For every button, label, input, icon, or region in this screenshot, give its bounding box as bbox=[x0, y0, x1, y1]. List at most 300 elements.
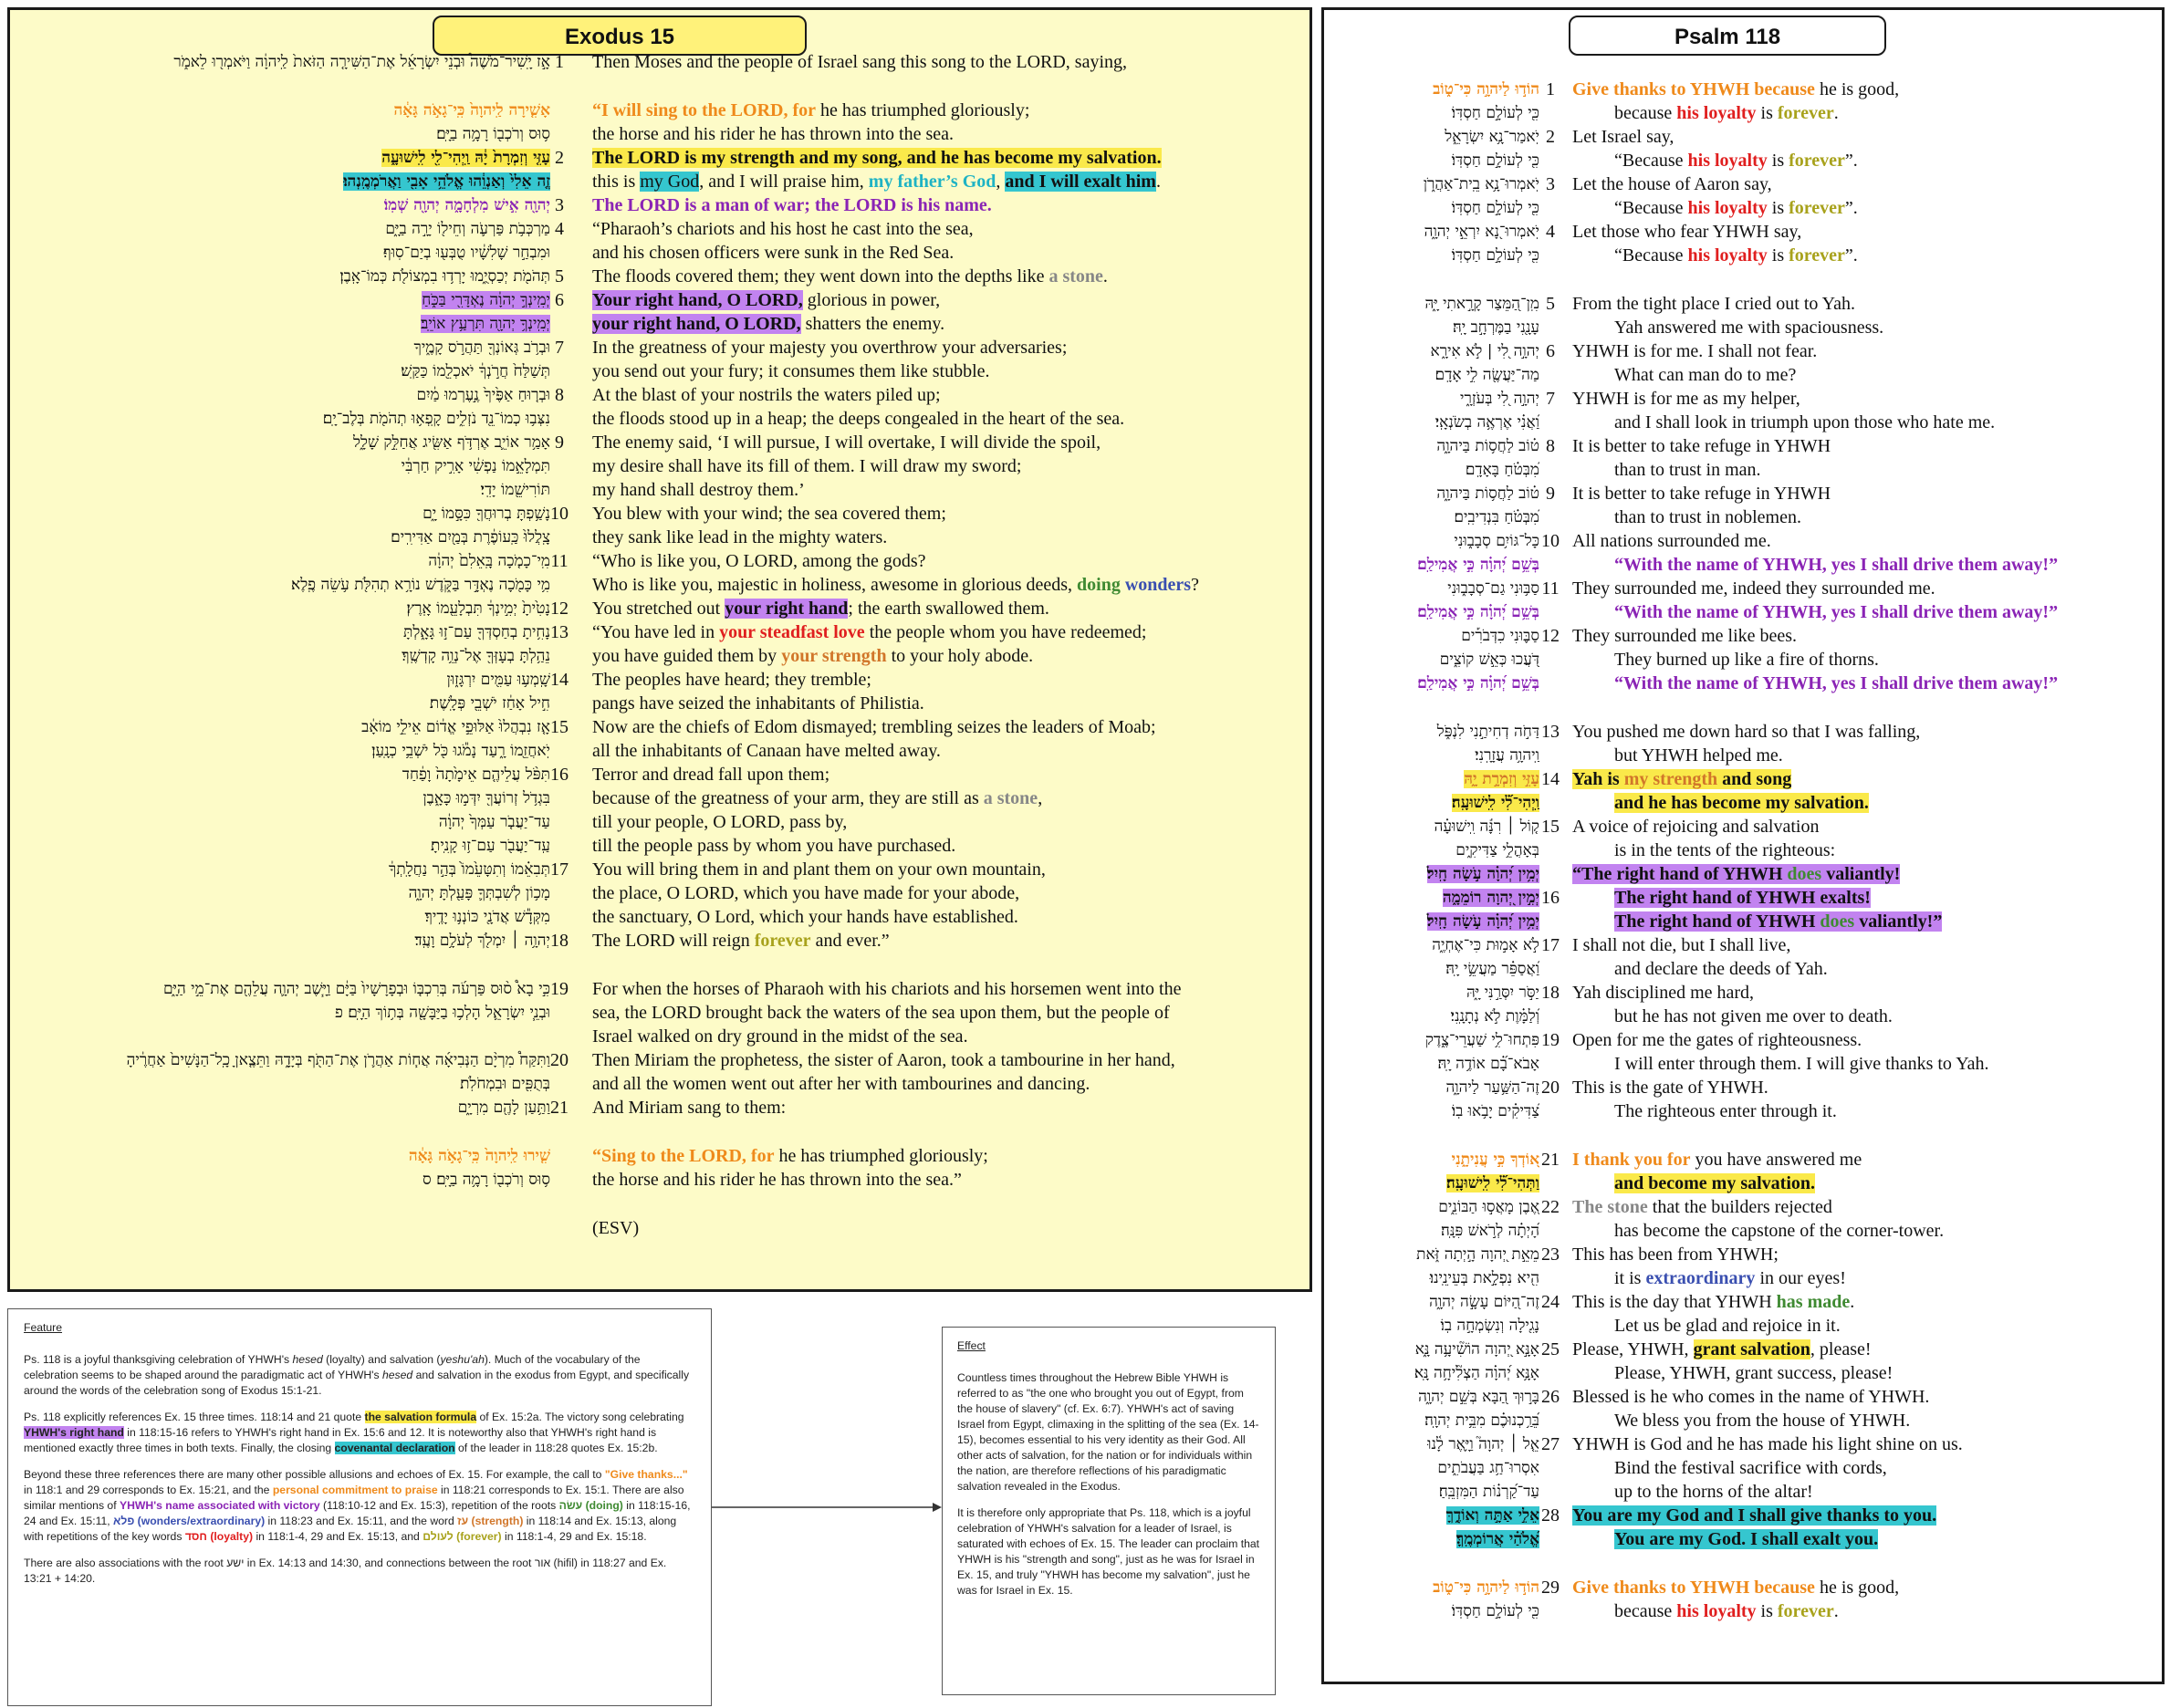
psalm-hebrew-text: יְמִ֥ין יְ֝הוָ֗ה עֹ֣שָׂה חָֽיִל׃ bbox=[1426, 865, 1539, 883]
effect-paragraph bbox=[957, 1370, 1260, 1494]
exodus-hebrew-text: תְּבִאֵ֗מוֹ וְתִטָּעֵ֙מוֹ֙ בְּהַ֣ר נַחֲלָֽתְךָ֔ bbox=[388, 860, 550, 879]
psalm-english-segment: is bbox=[1767, 151, 1789, 171]
exodus-english-text bbox=[592, 834, 955, 858]
psalm-hebrew-text: זֶה־הַ֭יּוֹם עָשָׂ֣ה יְהוָ֑ה bbox=[1429, 1293, 1539, 1311]
exodus-hebrew-text: יְמִֽינְךָ֣ יְהוָ֔ה נֶאְדָּרִ֖י בַּכֹּ֑חַ bbox=[422, 291, 550, 309]
psalm-english-segment: ”. bbox=[1844, 151, 1858, 171]
feature-text-segment: in 118:23 and Ex. 15:11, and the word bbox=[265, 1515, 458, 1527]
psalm-english-text bbox=[1572, 720, 1920, 744]
feature-body bbox=[24, 1352, 695, 1587]
exodus-hebrew-text: ס֥וּס וְרֹכְב֖וֹ רָמָ֥ה בַיָּֽם׃ bbox=[436, 125, 550, 143]
feature-text-segment: in 118:21 corresponds to Ex. 15:1. There are also similar mentions of bbox=[24, 1484, 684, 1512]
psalm-english-segment: They burned up like a fire of thorns. bbox=[1614, 650, 1879, 670]
exodus-verse-number: 20 bbox=[550, 1050, 569, 1070]
psalm-english-text bbox=[1572, 744, 1783, 767]
exodus-verse-row bbox=[10, 502, 1309, 526]
exodus-english-segment: In the greatness of your majesty you overthrow your adversaries; bbox=[592, 338, 1068, 358]
psalm-english-text bbox=[1572, 101, 1839, 125]
exodus-hebrew-text: תִּפֹּ֨ל עֲלֵיהֶ֤ם אֵימָ֙תָה֙ וָפַ֔חַד bbox=[402, 765, 550, 784]
exodus-verse-row bbox=[10, 881, 1309, 905]
psalm-hebrew-text: מַה־יַּעֲשֶׂ֖ה לִ֣י אָדָֽם׃ bbox=[1434, 366, 1539, 384]
exodus-verse-number: 13 bbox=[550, 622, 569, 642]
feature-text-segment: There are also associations with the root ישע in Ex. 14:13 and 14:30, and connections between the root אור (hifil) in 118:27 and Ex. 13:21 + 14:20. bbox=[24, 1557, 667, 1585]
exodus-hebrew-text: מִֽי־כָמֹ֤כָה בָּֽאֵלִם֙ יְהוָ֔ה bbox=[428, 552, 550, 570]
feature-text-segment: of Ex. 15:2a. The victory song celebrating bbox=[476, 1411, 684, 1423]
psalm-hebrew-text: כִּ֖י לְעוֹלָ֣ם חַסְדּֽוֹ׃ bbox=[1451, 104, 1539, 122]
psalm-verse-row bbox=[1324, 1195, 2162, 1219]
feature-text-segment: in 118:1-4, 29 and Ex. 15:13, and bbox=[253, 1530, 423, 1543]
exodus-english-segment: your strength bbox=[781, 646, 887, 666]
psalm-hebrew-text: דַּחֹ֣ה דְחִיתַ֣נִי לִנְפֹּ֑ל bbox=[1436, 723, 1539, 741]
exodus-title: Exodus 15 bbox=[433, 16, 807, 56]
psalm-hebrew-text: עַד־קַ֝רְנ֗וֹת הַמִּזְבֵּֽחַ׃ bbox=[1438, 1483, 1539, 1501]
exodus-verse-row bbox=[10, 99, 1309, 122]
exodus-verse-row bbox=[10, 620, 1309, 644]
psalm-english-text bbox=[1572, 553, 2058, 577]
exodus-hebrew-text: מִ֥י כָּמֹ֖כָה נֶאְדָּ֣ר בַּקֹּ֑דֶשׁ נוֹרָ֥א תְהִלֹּ֖ת עֹ֥שֵׂה פֶֽלֶא׃ bbox=[291, 576, 550, 594]
exodus-verse-row bbox=[10, 478, 1309, 502]
exodus-english-segment: And Miriam sang to them: bbox=[592, 1098, 787, 1118]
psalm-hebrew-text: אָנָּ֣א יְ֭הוָה הוֹשִׁ֘יעָ֥ה נָּ֑א bbox=[1414, 1340, 1539, 1359]
exodus-english-text bbox=[592, 336, 1067, 359]
feature-text-segment: in 118:1 and 29 corresponds to Ex. 15:21, and the bbox=[24, 1484, 273, 1496]
exodus-english-text bbox=[592, 1168, 962, 1192]
psalm-english-text bbox=[1572, 1504, 1936, 1527]
psalm-hebrew-text: אָבֹא־בָ֝֗ם אוֹדֶ֥ה יָֽהּ׃ bbox=[1437, 1055, 1539, 1073]
psalm-english-segment: I will enter through them. I will give thanks to Yah. bbox=[1614, 1054, 1989, 1074]
effect-text-segment: It is therefore only appropriate that Ps. 118, which is a joyful celebration of YHWH's salvation for a leader of Israel, is saturated with echoes of Ex. 15. The leader can proclaim that YHWH is his "strength and song", just as he was for Israel in Ex. 15, and truly "YHWH has become my salvation", just he was for Israel in Ex. 15. bbox=[957, 1506, 1260, 1597]
psalm-english-text bbox=[1572, 577, 1935, 600]
feature-note bbox=[7, 1308, 712, 1706]
exodus-english-segment: because of the greatness of your arm, they are still as bbox=[592, 788, 984, 808]
psalm-hebrew-text: מֵאֵ֣ת יְ֭הוָה הָ֣יְתָה זֹּ֑את bbox=[1416, 1245, 1539, 1264]
psalm-hebrew-text: כָּל־גּוֹיִ֥ם סְבָב֑וּנִי bbox=[1454, 532, 1539, 550]
psalm-english-segment: Bind the festival sacrifice with cords, bbox=[1614, 1458, 1887, 1478]
psalm-english-segment: This has been from YHWH; bbox=[1572, 1245, 1779, 1265]
psalm-english-segment: it is bbox=[1614, 1268, 1646, 1288]
exodus-english-text bbox=[592, 763, 829, 786]
psalm-english-text bbox=[1572, 1314, 1841, 1338]
psalm-hebrew-text: ק֤וֹל ׀ רִנָּ֬ה וִֽישׁוּעָ֗ה bbox=[1434, 818, 1539, 836]
exodus-english-segment: sea, the LORD brought back the waters of the sea upon them, but the people of bbox=[592, 1003, 1170, 1023]
exodus-english-text bbox=[592, 644, 1033, 668]
exodus-english-segment: the sanctuary, O Lord, which your hands have established. bbox=[592, 907, 1018, 927]
feature-text-segment: YHWH's name associated with victory bbox=[119, 1499, 320, 1512]
psalm-hebrew-text: הִ֖יא נִפְלָ֣את בְּעֵינֵֽינוּ׃ bbox=[1429, 1269, 1539, 1287]
psalm-english-text bbox=[1572, 1195, 1832, 1219]
exodus-hebrew-text: שִׁ֤ירוּ לַֽיהוָה֙ כִּֽי־גָאֹ֣ה גָּאָ֔ה bbox=[408, 1147, 550, 1165]
psalm-english-segment: A voice of rejoicing and salvation bbox=[1572, 817, 1820, 837]
exodus-english-segment: Terror and dread fall upon them; bbox=[592, 765, 830, 785]
exodus-english-segment: “Who is like you, O LORD, among the gods? bbox=[592, 551, 926, 571]
psalm-english-segment: forever bbox=[1789, 245, 1845, 266]
exodus-verse-number: 4 bbox=[555, 219, 564, 239]
exodus-verse-row bbox=[10, 549, 1309, 573]
exodus-hebrew-text: תּוֹרִישֵׁ֖מוֹ יָדִֽי׃ bbox=[480, 481, 550, 499]
psalm-english-segment: and song bbox=[1717, 769, 1792, 789]
exodus-english-segment: Then Miriam the prophetess, the sister of Aaron, took a tambourine in her hand, bbox=[592, 1050, 1175, 1070]
exodus-verse-row bbox=[10, 834, 1309, 858]
psalm-english-segment: Yah answered me with spaciousness. bbox=[1614, 318, 1884, 338]
exodus-english-segment: The LORD will reign bbox=[592, 931, 755, 951]
exodus-verse-row bbox=[10, 50, 1309, 74]
psalm-english-segment: “Because bbox=[1614, 151, 1688, 171]
exodus-hebrew-text: עָזִּ֤י וְזִמְרָת֙ יָ֔הּ וַֽיְהִי־לִ֖י לִֽישׁוּעָ֑ה bbox=[381, 149, 550, 167]
exodus-english-segment: this is bbox=[592, 172, 641, 192]
exodus-hebrew-text: עַד־יַעֲבֹ֤ר עַמְּךָ֙ יְהוָ֔ה bbox=[438, 813, 550, 831]
exodus-english-segment: the horse and his rider he has thrown into the sea.” bbox=[592, 1170, 962, 1190]
exodus-english-text bbox=[592, 1216, 639, 1240]
psalm-english-text bbox=[1572, 529, 1771, 553]
psalm-english-segment: has made bbox=[1776, 1292, 1851, 1312]
psalm-verse-row bbox=[1324, 125, 2162, 149]
psalm-english-segment: because bbox=[1614, 103, 1677, 123]
psalm-english-segment: that the builders rejected bbox=[1647, 1197, 1832, 1217]
psalm-hebrew-text: וַֽיְהִי־לִ֝֗י לִֽישׁוּעָֽה׃ bbox=[1451, 794, 1539, 812]
exodus-verse-row bbox=[10, 265, 1309, 288]
exodus-english-segment: my hand shall destroy them.’ bbox=[592, 480, 805, 500]
psalm-verse-row bbox=[1324, 1409, 2162, 1432]
psalm-hebrew-text: אֱ֝לֹהַ֗י אֲרוֹמְמֶֽךָּ׃ bbox=[1455, 1530, 1539, 1548]
exodus-english-segment: The enemy said, ‘I will pursue, I will overtake, I will divide the spoil, bbox=[592, 432, 1101, 453]
exodus-hebrew-text: תִּמְלָאֵ֣מוֹ נַפְשִׁ֔י אָרִ֣יק חַרְבִּ֔י bbox=[401, 457, 550, 475]
psalm-english-segment: my strength bbox=[1623, 769, 1718, 789]
exodus-verse-row bbox=[10, 977, 1309, 1001]
exodus-english-segment: wonders bbox=[1124, 575, 1192, 595]
psalm-english-segment: It is better to take refuge in YHWH bbox=[1572, 436, 1831, 456]
exodus-english-segment: your right hand, O LORD, bbox=[592, 314, 801, 334]
psalm-hebrew-text: כִּ֖י לְעוֹלָ֣ם חַסְדּֽוֹ׃ bbox=[1451, 246, 1539, 265]
exodus-verse-row bbox=[10, 336, 1309, 359]
feature-text-segment: hesed bbox=[382, 1369, 413, 1381]
exodus-verse-row bbox=[10, 1168, 1309, 1192]
psalm-verse-row bbox=[1324, 220, 2162, 244]
exodus-english-text bbox=[592, 1025, 968, 1048]
exodus-english-segment: you send out your fury; it consumes them like stubble. bbox=[592, 361, 990, 381]
psalm-verse-number: 22 bbox=[1541, 1197, 1560, 1217]
psalm-english-segment: is bbox=[1767, 245, 1789, 266]
psalm-verse-number: 2 bbox=[1546, 127, 1555, 147]
psalm-verse-row bbox=[1324, 1219, 2162, 1243]
psalm-hebrew-text: אֶ֭בֶן מָאֲס֣וּ הַבּוֹנִ֑ים bbox=[1438, 1198, 1539, 1216]
psalm-english-text bbox=[1572, 1243, 1779, 1266]
psalm-hebrew-text: כִּ֖י לְעוֹלָ֣ם חַסְדּֽוֹ׃ bbox=[1451, 199, 1539, 217]
exodus-verse-number: 9 bbox=[555, 432, 564, 453]
psalm-english-segment: It is better to take refuge in YHWH bbox=[1572, 484, 1831, 504]
psalm-english-segment: his loyalty bbox=[1676, 103, 1757, 123]
psalm-verse-row bbox=[1324, 648, 2162, 672]
psalm-english-segment: Let Israel say, bbox=[1572, 127, 1674, 147]
exodus-hebrew-text: וּבְר֤וּחַ אַפֶּ֙יךָ֙ נֶ֣עֶרְמוּ מַ֔יִם bbox=[416, 386, 550, 404]
exodus-english-text bbox=[592, 193, 992, 217]
exodus-verse-row bbox=[10, 241, 1309, 265]
exodus-english-segment: , bbox=[996, 172, 1006, 192]
psalm-hebrew-text: יְהוָ֣ה לִ֭י | לֹ֣א אִירָ֑א bbox=[1430, 342, 1539, 360]
psalm-english-segment: YHWH is God and he has made his light shine on us. bbox=[1572, 1434, 1963, 1454]
psalm-english-segment: and declare the deeds of Yah. bbox=[1614, 959, 1828, 979]
feature-text-segment: פלא (wonders/extraordinary) bbox=[113, 1515, 266, 1527]
psalm-english-segment: his loyalty bbox=[1687, 245, 1768, 266]
psalm-english-segment: What can man do to me? bbox=[1614, 365, 1797, 385]
psalm-english-text bbox=[1572, 957, 1828, 981]
exodus-verse-row bbox=[10, 193, 1309, 217]
psalm-english-segment: You are my God. I shall exalt you. bbox=[1614, 1529, 1879, 1549]
psalm-english-segment: Let those who fear YHWH say, bbox=[1572, 222, 1802, 242]
psalm-hebrew-text: הָ֝יְתָ֗ה לְרֹ֣אשׁ פִּנָּֽה׃ bbox=[1441, 1222, 1539, 1240]
psalm-english-text bbox=[1572, 862, 1900, 886]
exodus-verse-row bbox=[10, 1025, 1309, 1048]
exodus-verse-number: 1 bbox=[555, 52, 564, 72]
psalm-hebrew-text: אֵ֤ל ׀ יְהוָה֮ וַיָּ֪אֶר לָ֫נוּ bbox=[1427, 1435, 1539, 1453]
exodus-english-text bbox=[592, 122, 954, 146]
exodus-verse-row bbox=[10, 715, 1309, 739]
psalm-verse-row bbox=[1324, 1385, 2162, 1409]
effect-paragraph bbox=[957, 1505, 1260, 1599]
exodus-english-text bbox=[592, 312, 944, 336]
feature-text-segment: Ps. 118 is a joyful thanksgiving celebration of YHWH's bbox=[24, 1353, 293, 1366]
psalm-title: Psalm 118 bbox=[1569, 16, 1886, 56]
exodus-english-text bbox=[592, 905, 1018, 929]
exodus-english-segment: the horse and his rider he has thrown into the sea. bbox=[592, 124, 955, 144]
psalm-verse-row bbox=[1324, 196, 2162, 220]
psalm-verse-number: 14 bbox=[1541, 769, 1560, 789]
psalm-english-segment: The stone bbox=[1572, 1197, 1648, 1217]
psalm-verse-number: 7 bbox=[1546, 389, 1555, 409]
exodus-verse-row bbox=[10, 1048, 1309, 1072]
feature-paragraph bbox=[24, 1352, 695, 1399]
psalm-english-text bbox=[1572, 1527, 1878, 1551]
exodus-verse-row bbox=[10, 905, 1309, 929]
psalm-verse-row bbox=[1324, 957, 2162, 981]
psalm-english-text bbox=[1572, 910, 1942, 933]
psalm-hebrew-text: הוֹד֣וּ לַיהוָ֣ה כִּי־ט֑וֹב bbox=[1433, 80, 1539, 99]
psalm-english-segment: and become my salvation. bbox=[1614, 1173, 1815, 1193]
psalm-english-segment: . bbox=[1850, 1292, 1855, 1312]
psalm-verse-row bbox=[1324, 577, 2162, 600]
exodus-english-segment: your steadfast love bbox=[719, 622, 865, 642]
exodus-english-segment: he has triumphed gloriously; bbox=[774, 1146, 988, 1166]
psalm-verse-row bbox=[1324, 1361, 2162, 1385]
exodus-english-segment: Then Moses and the people of Israel sang this song to the LORD, saying, bbox=[592, 52, 1128, 72]
psalm-hebrew-text: בְּשֵׁ֥ם יְ֝הוָ֗ה כִּ֣י אֲמִילַֽם׃ bbox=[1417, 556, 1539, 574]
psalm-english-text bbox=[1572, 1148, 1862, 1172]
exodus-english-segment: The floods covered them; they went down into the depths like bbox=[592, 266, 1049, 286]
psalm-hebrew-text: לֹ֣א אָמ֣וּת כִּי־אֶחְיֶ֑ה bbox=[1432, 936, 1539, 954]
psalm-hebrew-text: יֹֽאמְרוּ־נָ֥א בֵֽית־אַהֲרֹ֑ן bbox=[1423, 175, 1539, 193]
exodus-english-segment: my desire shall have its fill of them. I will draw my sword; bbox=[592, 456, 1022, 476]
exodus-english-text bbox=[592, 739, 941, 763]
psalm-english-text bbox=[1572, 838, 1835, 862]
exodus-verse-row bbox=[10, 526, 1309, 549]
exodus-english-text bbox=[592, 1144, 988, 1168]
psalm-verse-row bbox=[1324, 244, 2162, 267]
psalm-verse-row bbox=[1324, 886, 2162, 910]
exodus-english-segment: and ever.” bbox=[810, 931, 890, 951]
psalm-english-text bbox=[1572, 363, 1796, 387]
psalm-verse-row bbox=[1324, 1456, 2162, 1480]
psalm-verse-number: 1 bbox=[1546, 79, 1555, 99]
psalm-verse-number: 23 bbox=[1541, 1245, 1560, 1265]
psalm-verse-number: 15 bbox=[1541, 817, 1560, 837]
exodus-english-text bbox=[592, 549, 926, 573]
psalm-english-segment: . bbox=[1833, 103, 1839, 123]
psalm-english-text bbox=[1572, 815, 1819, 838]
psalm-verse-row bbox=[1324, 1432, 2162, 1456]
psalm-english-segment: valiantly!” bbox=[1854, 911, 1943, 932]
psalm-verse-row bbox=[1324, 933, 2162, 957]
exodus-verse-row bbox=[10, 122, 1309, 146]
exodus-english-segment: you have guided them by bbox=[592, 646, 782, 666]
psalm-hebrew-text: כִּ֖י לְעוֹלָ֣ם חַסְדּֽוֹ׃ bbox=[1451, 1602, 1539, 1620]
psalm-verse-row bbox=[1324, 1052, 2162, 1076]
exodus-verse-row bbox=[10, 1144, 1309, 1168]
psalm-english-text bbox=[1572, 981, 1754, 1005]
psalm-english-text bbox=[1572, 1266, 1846, 1290]
psalm-english-text bbox=[1572, 316, 1883, 339]
feature-text-segment: in 118:14 and Ex. 15:13, along with repetitions of the key words bbox=[24, 1515, 677, 1543]
exodus-verse-row bbox=[10, 573, 1309, 597]
exodus-verse-row bbox=[10, 407, 1309, 431]
exodus-english-text bbox=[592, 1096, 786, 1120]
psalm-english-segment: ”. bbox=[1844, 198, 1858, 218]
psalm-verse-row bbox=[1324, 1028, 2162, 1052]
psalm-verse-row bbox=[1324, 339, 2162, 363]
psalm-english-segment: extraordinary bbox=[1645, 1268, 1756, 1288]
psalm-english-segment: Blessed is he who comes in the name of YHWH. bbox=[1572, 1387, 1930, 1407]
exodus-hebrew-text: יְהוָ֖ה אִ֣ישׁ מִלְחָמָ֑ה יְהוָ֖ה שְׁמֽוֹ׃ bbox=[383, 196, 550, 214]
exodus-english-segment: ? bbox=[1191, 575, 1199, 595]
psalm-verse-row bbox=[1324, 767, 2162, 791]
exodus-hebrew-text: נָטִ֙יתָ֙ יְמִ֣ינְךָ֔ תִּבְלָעֵ֖מוֹ אָֽרֶץ׃ bbox=[406, 599, 550, 618]
feature-to-effect-arrow bbox=[712, 1501, 944, 1514]
exodus-verse-row bbox=[10, 644, 1309, 668]
feature-text-segment: Ps. 118 explicitly references Ex. 15 three times. 118:14 and 21 quote bbox=[24, 1411, 365, 1423]
exodus-verse-number: 3 bbox=[555, 195, 564, 215]
psalm-verse-row bbox=[1324, 815, 2162, 838]
psalm-english-segment: We bless you from the house of YHWH. bbox=[1614, 1411, 1911, 1431]
psalm-english-segment: “With the name of YHWH, yes I shall drive them away!” bbox=[1614, 673, 2059, 693]
psalm-verse-number: 25 bbox=[1541, 1339, 1560, 1359]
psalm-english-text bbox=[1572, 600, 2058, 624]
psalm-english-segment: Please, YHWH, bbox=[1572, 1339, 1694, 1359]
exodus-english-segment: till your people, O LORD, pass by, bbox=[592, 812, 848, 832]
exodus-english-segment: You blew with your wind; the sea covered them; bbox=[592, 504, 946, 524]
exodus-english-text bbox=[592, 359, 990, 383]
psalm-english-text bbox=[1572, 505, 1801, 529]
psalm-hebrew-text: וַתְּהִי־לִ֝֗י לִֽישׁוּעָֽה׃ bbox=[1446, 1174, 1539, 1192]
psalm-english-text bbox=[1572, 886, 1871, 910]
exodus-verse-number: 16 bbox=[550, 765, 569, 785]
psalm-verse-row bbox=[1324, 411, 2162, 434]
exodus-english-text bbox=[592, 170, 1161, 193]
exodus-verse-row bbox=[10, 858, 1309, 881]
psalm-english-segment: They surrounded me like bees. bbox=[1572, 626, 1798, 646]
psalm-hebrew-text: מִ֝בְּטֹ֗חַ בִּנְדִיבִֽים׃ bbox=[1454, 508, 1539, 526]
psalm-english-segment: than to trust in noblemen. bbox=[1614, 507, 1801, 527]
psalm-english-segment: he is good, bbox=[1814, 1578, 1900, 1598]
exodus-english-segment: and all the women went out after her with tambourines and dancing. bbox=[592, 1074, 1090, 1094]
feature-text-segment: of the leader in 118:28 quotes Ex. 15:2b. bbox=[454, 1442, 658, 1454]
psalm-english-segment: does bbox=[1787, 864, 1822, 884]
psalm-english-segment: forever bbox=[1777, 103, 1834, 123]
exodus-hebrew-text: וּמִבְחַ֣ר שָׁלִשָׁ֔יו טֻבְּע֖וּ בְיַם־סֽוּף׃ bbox=[382, 244, 550, 262]
exodus-verse-row bbox=[10, 383, 1309, 407]
exodus-hebrew-text: מָכ֥וֹן לְשִׁבְתְּךָ֛ פָּעַ֖לְתָּ יְהוָ֑ה bbox=[408, 884, 550, 902]
exodus-english-text bbox=[592, 146, 1162, 170]
psalm-verse-number: 17 bbox=[1541, 935, 1560, 955]
psalm-english-segment: The right hand of YHWH bbox=[1614, 911, 1821, 932]
psalm-english-segment: “The right hand of YHWH bbox=[1572, 864, 1788, 884]
psalm-english-segment: You are my God and I shall give thanks to you. bbox=[1572, 1505, 1937, 1526]
exodus-verse-row bbox=[10, 312, 1309, 336]
exodus-verse-row bbox=[10, 288, 1309, 312]
psalm-verse-row bbox=[1324, 1099, 2162, 1123]
exodus-verse-row bbox=[10, 1216, 1309, 1240]
exodus-english-text bbox=[592, 620, 1146, 644]
psalm-english-segment: ”. bbox=[1844, 245, 1858, 266]
psalm-english-segment: Let us be glad and rejoice in it. bbox=[1614, 1316, 1841, 1336]
psalm-english-segment: is bbox=[1767, 198, 1789, 218]
psalm-verse-row bbox=[1324, 1290, 2162, 1314]
feature-text-segment: חסד (loyalty) bbox=[184, 1530, 254, 1543]
exodus-hebrew-text: נָחִ֥יתָ בְחַסְדְּךָ֖ עַם־ז֣וּ גָּאָ֑לְתָּ bbox=[402, 623, 550, 641]
psalm-verse-number: 4 bbox=[1546, 222, 1555, 242]
psalm-english-segment: because bbox=[1614, 1601, 1677, 1621]
exodus-english-segment: glorious in power, bbox=[802, 290, 941, 310]
exodus-english-text bbox=[592, 288, 940, 312]
exodus-verse-number: 2 bbox=[555, 148, 564, 168]
exodus-verse-row bbox=[10, 810, 1309, 834]
psalm-english-segment: All nations surrounded me. bbox=[1572, 531, 1771, 551]
psalm-english-segment: This is the day that YHWH bbox=[1572, 1292, 1777, 1312]
exodus-english-segment: The LORD is my strength and my song, and he has become my salvation. bbox=[592, 148, 1162, 168]
exodus-hebrew-text: שָֽׁמְע֥וּ עַמִּ֖ים יִרְגָּז֑וּן bbox=[446, 671, 550, 689]
psalm-english-segment: “Because bbox=[1614, 245, 1688, 266]
psalm-hebrew-text: וַ֝אֲסַפֵּ֗ר מַעֲשֵׂ֥י יָֽהּ׃ bbox=[1445, 960, 1539, 978]
psalm-english-text bbox=[1572, 220, 1801, 244]
exodus-hebrew-text: חִ֣יל אָחַ֔ז יֹשְׁבֵ֖י פְּלָֽשֶׁת׃ bbox=[429, 694, 550, 713]
psalm-hebrew-text: יַסֹּ֣ר יִסְּרַ֣נִּי יָּ֑הּ bbox=[1466, 984, 1539, 1002]
feature-paragraph bbox=[24, 1556, 695, 1587]
psalm-verse-row bbox=[1324, 1338, 2162, 1361]
exodus-verse-row bbox=[10, 739, 1309, 763]
exodus-english-segment: “Sing to the LORD, for bbox=[592, 1146, 775, 1166]
exodus-hebrew-text: נֵהַ֥לְתָּ בְעָזְּךָ֖ אֶל־נְוֵ֥ה קָדְשֶֽׁךָ׃ bbox=[402, 647, 550, 665]
psalm-verse-row bbox=[1324, 862, 2162, 886]
psalm-verse-row bbox=[1324, 910, 2162, 933]
exodus-panel bbox=[7, 7, 1312, 1292]
exodus-english-text bbox=[592, 50, 1127, 74]
exodus-english-text bbox=[592, 668, 871, 692]
exodus-verse-number: 11 bbox=[550, 551, 569, 571]
exodus-english-segment: Who is like you, majestic in holiness, awesome in glorious deeds, bbox=[592, 575, 1078, 595]
exodus-hebrew-text: וּבְנֵ֧י יִשְׂרָאֵ֛ל הָלְכ֥וּ בַיַּבָּשָׁ֖ה בְּת֥וֹךְ הַיָּֽם׃ פ bbox=[334, 1004, 550, 1022]
exodus-verse-row bbox=[10, 929, 1309, 953]
psalm-verse-row bbox=[1324, 981, 2162, 1005]
psalm-english-segment: You pushed me down hard so that I was falling, bbox=[1572, 722, 1921, 742]
exodus-english-segment: he has triumphed gloriously; bbox=[816, 100, 1030, 120]
psalm-hebrew-text: יֹֽאמַר־נָ֥א יִשְׂרָאֵ֑ל bbox=[1445, 128, 1539, 146]
psalm-verse-number: 26 bbox=[1541, 1387, 1560, 1407]
exodus-english-segment: The LORD is a man of war; the LORD is his name. bbox=[592, 195, 992, 215]
exodus-hebrew-text: יְמִֽינְךָ֥ יְהוָ֖ה תִּרְעַ֥ץ אוֹיֵֽב׃ bbox=[421, 315, 550, 333]
exodus-hebrew-text: אָמַ֥ר אוֹיֵ֛ב אֶרְדֹּ֥ף אַשִּׂ֖יג אֲחַלֵּ֣ק שָׁלָ֑ל bbox=[353, 433, 550, 452]
psalm-panel bbox=[1321, 7, 2165, 1684]
exodus-english-segment: “You have led in bbox=[592, 622, 720, 642]
psalm-english-segment: “With the name of YHWH, yes I shall drive them away!” bbox=[1614, 555, 2059, 575]
exodus-english-segment: , bbox=[1038, 788, 1043, 808]
exodus-english-text bbox=[592, 502, 946, 526]
